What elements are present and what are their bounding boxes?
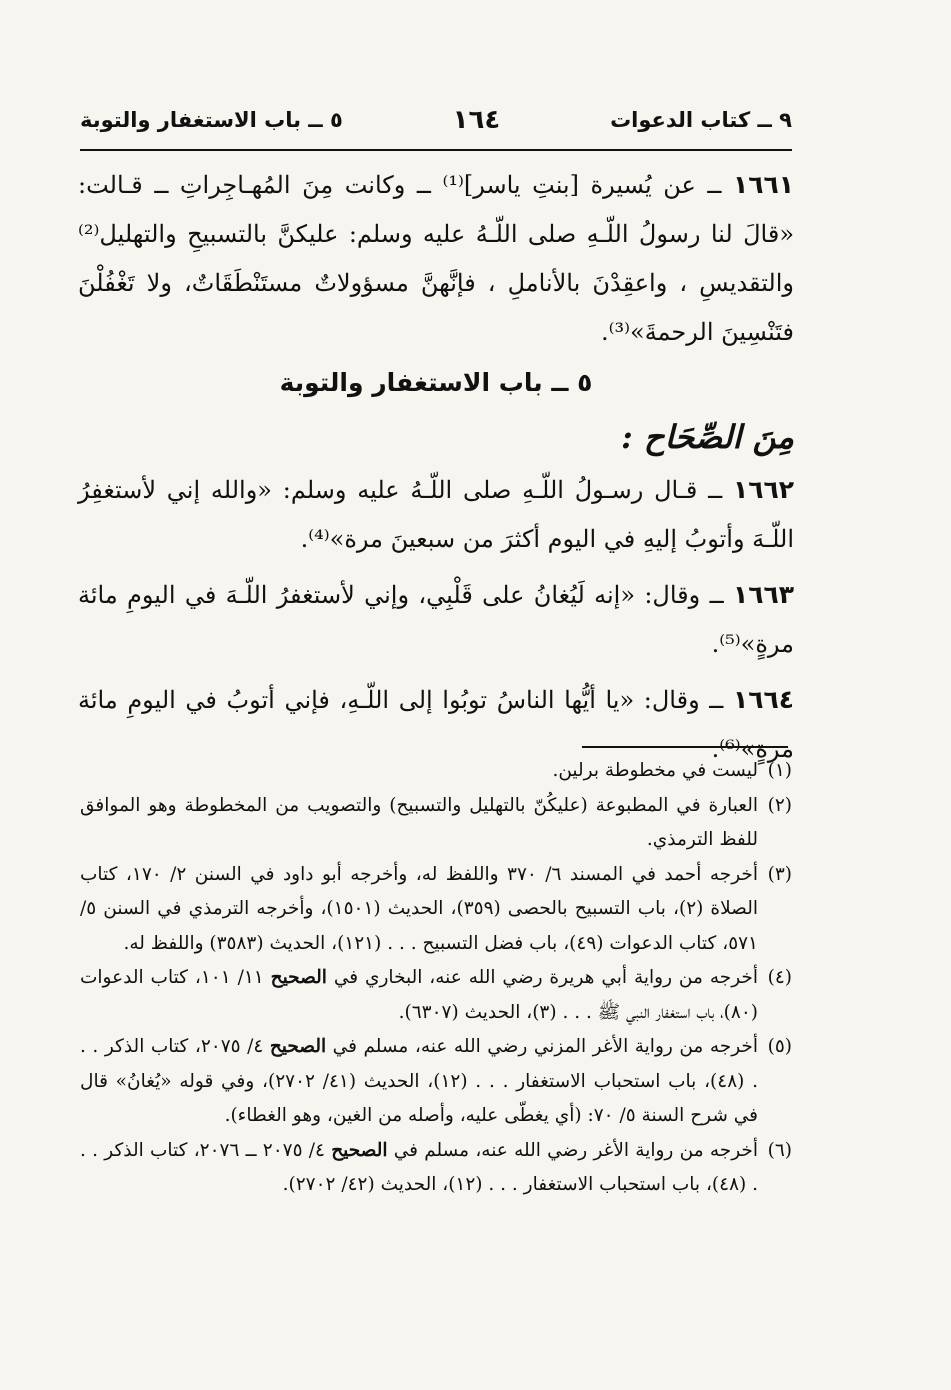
chapter-heading: ٥ ــ باب الاستغفار والتوبة (279, 368, 593, 397)
footnote-text: أخرجه أحمد في المسند ٦/ ٣٧٠ واللفظ له، وأخرجه أبو داود في السنن ٢/ ١٧٠، كتاب الصلاة (٢)، باب التسبيح بالحصى (٣٥٩)، الحديث (١٥٠١)، وأخرجه الترمذي في السنن ٥/ ٥٧١، كتاب الدعوات (٤٩)، باب فضل التسبيح . . . (١٢١)، الحديث (٣٥٨٣) واللفظ له. (80, 863, 758, 954)
hadith-number: ١٦٦٣ (732, 580, 794, 609)
footnote-number: (٣) (767, 863, 792, 885)
source-title: الصحيح (270, 967, 327, 988)
page-number: ١٦٤ (452, 105, 501, 135)
footnotes (80, 754, 792, 1203)
source-title: الصحيح (269, 1036, 327, 1057)
source-title: الصحيح (331, 1139, 388, 1161)
footnote-5 (80, 1030, 792, 1134)
header-chapter-title: ٥ ــ باب الاستغفار والتوبة (80, 108, 343, 132)
footnote-6 (80, 1134, 792, 1203)
hadith-number: ١٦٦١ (732, 170, 794, 199)
footnote-text: أخرجه من رواية أبي هريرة رضي الله عنه، البخاري في الصحيح ١١/ ١٠١، كتاب الدعوات (٨٠)، باب استغفار النبي ﷺ . . . (٣)، الحديث (٦٣٠٧). (80, 967, 758, 1023)
running-header (80, 98, 792, 142)
footnote-2 (80, 789, 792, 858)
footnote-text: أخرجه من رواية الأغر المزني رضي الله عنه، مسلم في الصحيح ٤/ ٢٠٧٥، كتاب الذكر . . . (٤٨)، باب استحباب الاستغفار . . . (١٢)، الحديث (٤١/ ٢٧٠٢)، وفي قوله «يُغانُ» قال في شرح السنة ٥/ ٧٠: (أي يغطّى عليه، وأصله من الغين، وهو الغطاء). (80, 1036, 759, 1126)
header-rule (80, 149, 792, 151)
hadith-text: ــ قـال رسـولُ اللّـهِ صلى اللّـهُ عليه وسلم: «والله إني لأستغفِرُ اللّـهَ وأتوبُ إليهِ في اليوم أكثرَ من سبعينَ مرة»⁽⁴⁾. (78, 476, 794, 553)
hadith-number: ١٦٦٤ (732, 685, 794, 714)
hadith-text: ــ وقال: «إنه لَيُغانُ على قَلْبِي، وإني لأستغفرُ اللّـهَ في اليومِ مائة مرةٍ»⁽⁵⁾. (78, 581, 794, 658)
hadith-1662 (78, 465, 794, 564)
footnote-1 (80, 754, 792, 789)
footnote-text: ليست في مخطوطة برلين. (552, 760, 758, 781)
footnote-text: العبارة في المطبوعة (عليكُنّ بالتهليل والتسبيح) والتصويب من المخطوطة وهو الموافق للفظ الترمذي. (80, 794, 758, 850)
hadith-1663 (78, 570, 794, 669)
footnote-number: (٥) (767, 1036, 792, 1057)
footnote-number: (٢) (767, 794, 792, 816)
header-book-title: ٩ ــ كتاب الدعوات (610, 108, 792, 132)
main-text (78, 160, 794, 774)
hadith-number: ١٦٦٢ (732, 475, 794, 504)
hadith-text: ــ وقال: «يا أيُّها الناسُ توبُوا إلى اللّـهِ، فإني أتوبُ في اليومِ مائة مرةٍ»⁽⁶⁾. (78, 686, 794, 763)
hadith-text: ــ عن يُسيرة [بنتِ ياسر]⁽¹⁾ ــ وكانت مِنَ المُهـاجِراتِ ــ قـالت: «قالَ لنا رسولُ اللّـهِ صلى اللّـهُ عليه وسلم: عليكنَّ بالتسبيحِ والتهليل⁽²⁾ والتقديسِ ، واعقِدْنَ بالأناملِ ، فإنَّهنَّ مسؤولاتٌ مستَنْطَقَاتٌ، ولا تَغْفُلْنَ فتَنْسِينَ الرحمةَ»⁽³⁾. (78, 171, 794, 346)
footnote-4 (80, 961, 792, 1030)
hadith-1661 (78, 160, 794, 357)
footnote-number: (٦) (767, 1139, 792, 1161)
footnote-text: أخرجه من رواية الأغر رضي الله عنه، مسلم في الصحيح ٤/ ٢٠٧٥ ــ ٢٠٧٦، كتاب الذكر . . . (٤٨)، باب استحباب الاستغفار . . . (١٢)، الحديث (٤٢/ ٢٧٠٢). (80, 1139, 758, 1195)
footnote-3 (80, 858, 792, 962)
footnote-number: (١) (767, 760, 792, 781)
footnote-separator (582, 746, 788, 748)
section-label: مِنَ الصِّحَاح : (620, 418, 794, 456)
footnote-number: (٤) (767, 967, 792, 988)
